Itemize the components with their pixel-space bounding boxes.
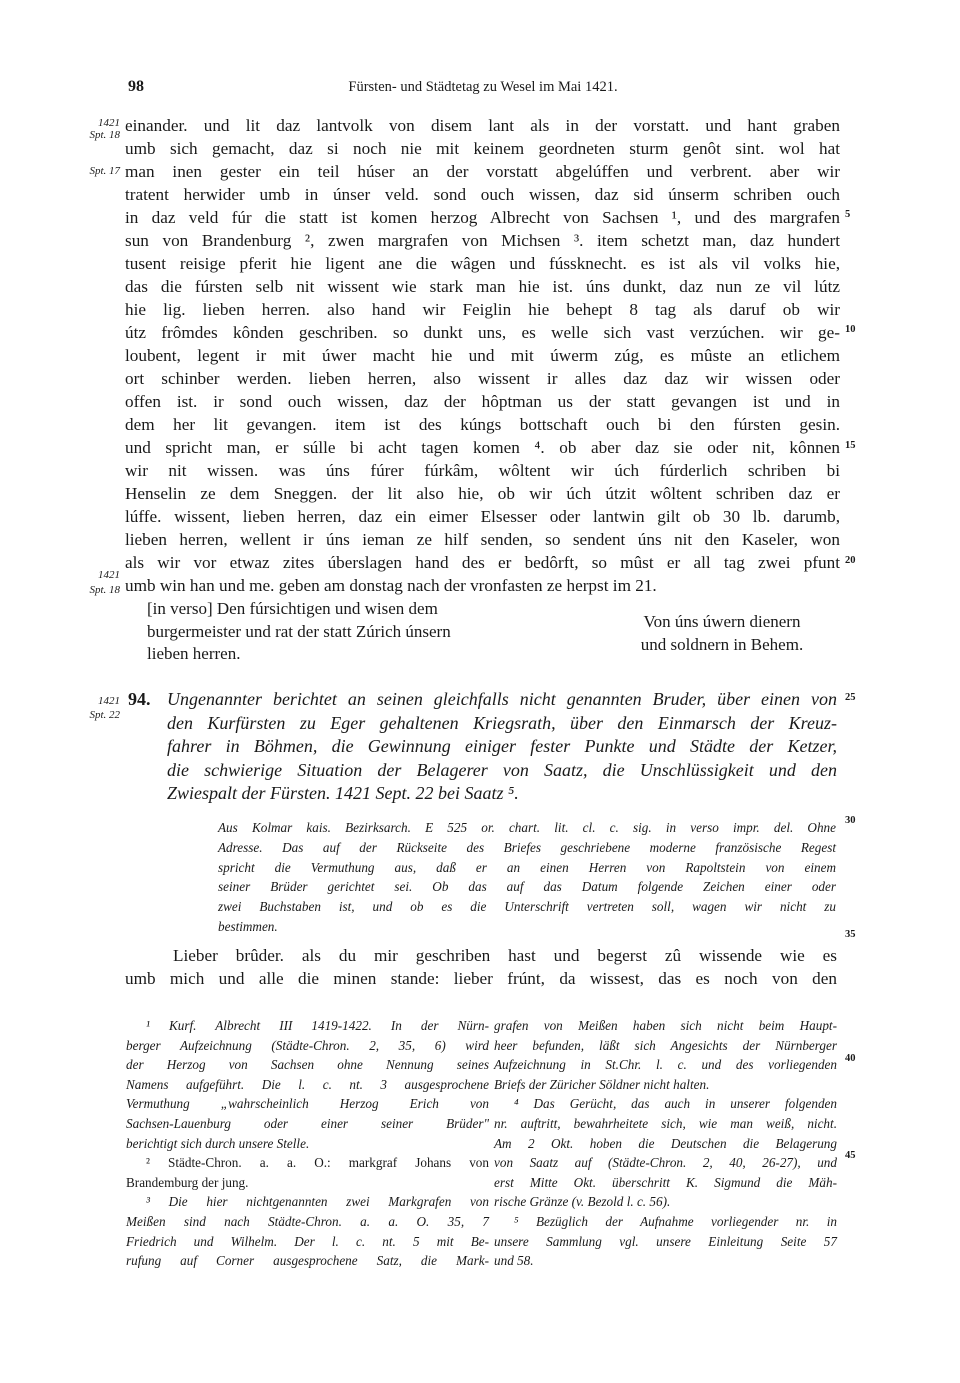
address-sender (612, 611, 832, 656)
line-number: 5 (845, 209, 851, 220)
footnote-line: Aufzeichnung in St.Chr. l. c. und des vorliegenden (494, 1057, 837, 1073)
page-number: 98 (128, 78, 144, 95)
margin-note-date: Spt. 18 (89, 129, 120, 141)
margin-note-date: Spt. 22 (89, 709, 120, 721)
line-number: 40 (845, 1053, 856, 1064)
body-line: man inen gester ein teil húser an der vorstatt abgelúffen und verbrent. aber wir (125, 162, 840, 181)
body-line: tusent reisige pferit hie ligent ane die wâgen und fússknecht. es ist als vil volks hie, (125, 254, 840, 273)
regest-line: die schwierige Situation der Belagerer von Saatz, die Unschlüssigkeit und den (167, 759, 837, 780)
margin-note-year: 1421 (98, 569, 120, 581)
line-number: 10 (845, 324, 856, 335)
source-line: zwei Buchstaben ist, und ob es die Unterschrift vertreten soll, wagen wir nicht zu (218, 899, 836, 915)
footnote-line: ¹ Kurf. Albrecht III 1419-1422. In der Nürn- (146, 1018, 489, 1033)
footnote-line: Briefs der Züricher Söldner nicht halten. (494, 1076, 710, 1092)
body-line: und spricht man, er súlle bi acht tagen komen ⁴. ob aber daz sie oder nit, kônnen (125, 438, 840, 457)
footnotes-left-column (126, 1016, 489, 1271)
page-header (128, 78, 838, 102)
margin-note-year: 1421 (98, 695, 120, 707)
running-title: Fürsten- und Städtetag zu Wesel im Mai 1421. (348, 79, 618, 95)
line-number: 35 (845, 929, 856, 940)
margin-note-date: Spt. 17 (89, 165, 120, 177)
body-line: hie lig. lieben herren. also hand wir Feiglin hie behept 8 tag als daruf ob wir (125, 300, 840, 319)
letter-opening (125, 944, 837, 990)
source-line: Adresse. Das auf der Rückseite des Briefes geschriebene moderne französische Regest (218, 839, 836, 855)
regest-line: Zwiespalt der Fürsten. 1421 Sept. 22 bei Saatz ⁵. (167, 783, 519, 803)
line-number: 15 (845, 440, 856, 451)
footnote-line: von Saatz auf (Städte-Chron. 2, 40, 26-27), und (494, 1155, 837, 1171)
letter-line: umb mich und alle die minen stande: lieber frúnt, da wissest, das es noch von den (125, 969, 837, 988)
entry-regest (167, 688, 837, 806)
footnote-line: und 58. (494, 1253, 534, 1269)
footnote-line: berger Aufzeichnung (Städte-Chron. 2, 35, 6) wird (126, 1037, 489, 1053)
address-recipient (147, 598, 527, 666)
line-number: 30 (845, 815, 856, 826)
body-line: umb sich gemacht, daz si noch nie mit keinem geordneten sturm genôt sint. wol hat (125, 139, 840, 158)
address-line: [in verso] Den fúrsichtigen und wisen dem (147, 599, 438, 618)
footnote-line: grafen von Meißen haben sich nicht beim Haupt- (494, 1018, 837, 1033)
footnote-line: rische Gränze (v. Bezold l. c. 56). (494, 1194, 671, 1210)
address-line: und soldnern in Behem. (640, 634, 804, 654)
body-line: Henselin ze dem Sneggen. der lit also hie, ob wir úch útzit wôltent schriben daz er (125, 484, 840, 503)
line-number: 45 (845, 1150, 856, 1161)
footnote-line: berichtigt sich durch unsere Stelle. (126, 1135, 310, 1151)
body-line: ort schinber werden. lieben herren, also wissent ir alles daz daz wir wissen oder (125, 369, 840, 388)
body-line: lúffe. wissent, lieben herren, daz ein eimer Elsesser oder lantwin gilt ob 30 lb. darumb, (125, 507, 840, 526)
source-line: Aus Kolmar kais. Bezirksarch. E 525 or. chart. lit. cl. c. sig. in verso impr. del. Ohne (218, 820, 836, 835)
body-line: dem her lit gevangen. item ist des kúngs bottschaft ouch bi den fúrsten gesin. (125, 415, 840, 434)
body-line: offen ist. ir sond ouch wissen, daz der hôptman us der statt gevangen ist und in (125, 392, 840, 411)
body-line: das die fúrsten selb nit wissent wie stark man hie ist. úns dunkt, daz nun ze vil lútz (125, 277, 840, 296)
regest-line: fahrer in Böhmen, die Gewinnung einiger fester Punkte und Städte der Ketzer, (167, 736, 837, 756)
letter-line: Lieber brûder. als du mir geschriben hast und begerst zû wissende wie es (173, 946, 837, 965)
footnote-line: Namens aufgeführt. Die l. c. nt. 3 ausgesprochene (126, 1076, 489, 1092)
source-line: spricht die Vermuthung aus, daß er an einen Herren von Rapoltstein von einem (218, 859, 836, 875)
footnote-line: ⁵ Bezüglich der Aufnahme vorliegender nr. in (514, 1213, 837, 1229)
footnote-line: erst Mitte Okt. überschritt K. Sigmund die Mäh- (494, 1174, 837, 1190)
source-note (218, 818, 836, 937)
line-number: 25 (845, 692, 856, 703)
regest-line: den Kurfürsten zu Eger gehaltenen Kriegsrath, über den Einmarsch der Kreuz- (167, 712, 837, 733)
margin-note-year: 1421 (98, 117, 120, 129)
body-line: einander. und lit daz lantvolk von disem lant als in der vorstatt. und hant graben (125, 116, 840, 135)
margin-note-date: Spt. 18 (89, 584, 120, 596)
footnote-line: Friedrich und Wilhelm. Der l. c. nt. 5 mit Be- (126, 1233, 489, 1249)
body-line: in daz veld fúr die statt ist komen herzog Albrecht von Sachsen ¹, und des margrafen (125, 208, 840, 227)
footnote-line: ² Städte-Chron. a. a. O.: markgraf Johans von (146, 1155, 489, 1171)
address-line: Von úns úwern dienern (643, 612, 801, 631)
source-line: bestimmen. (218, 918, 278, 934)
body-line: wir nit wissen. was úns fúrer fúrkâm, wôltent wir úch fúrderlich schriben bi (125, 461, 840, 480)
footnote-line: heer befunden, läßt sich Angesichts der Nürnberger (494, 1037, 837, 1053)
body-line: sun von Brandenburg ², zwen margrafen von Michsen ³. item schetzt man, daz hundert (125, 231, 840, 250)
footnote-line: unsere Sammlung vgl. unsere Einleitung Seite 57 (494, 1233, 837, 1249)
footnote-line: rufung auf Corner ausgesprochene Satz, die Mark- (126, 1253, 489, 1269)
footnote-line: Vermuthung „wahrscheinlich Herzog Erich von (126, 1096, 489, 1112)
body-line: loubent, legent ir mit úwer macht hie und mit úwerm zúg, es mûste an etlichem (125, 346, 840, 365)
footnote-line: Am 2 Okt. hoben die Deutschen die Belagerung (494, 1135, 837, 1151)
footnote-line: Sachsen-Lauenburg oder einer seiner Brüder" (126, 1115, 489, 1131)
body-line: umb win han und me. geben am donstag nach der vronfasten ze herpst im 21. (125, 576, 657, 595)
entry-number: 94. (128, 689, 151, 709)
footnotes-right-column (494, 1016, 837, 1271)
footnote-line: der Herzog von Sachsen ohne Nennung seines (126, 1057, 489, 1073)
address-line: burgermeister und rat der statt Zúrich únsern (147, 621, 451, 641)
source-line: seiner Brüder gerichtet sei. Ob das auf das Datum folgende Zeichen einer oder (218, 879, 836, 895)
body-line: lieben herren, wellent ir úns ieman ze hilf senden, so sendent úns nit den Kaseler, won (125, 530, 840, 549)
body-line: útz frômdes kônden geschriben. so dunkt uns, es welle sich vast verzúchen. wir ge- (125, 323, 840, 342)
line-number: 20 (845, 555, 856, 566)
address-line: lieben herren. (147, 644, 241, 663)
regest-line: Ungenannter berichtet an seinen gleichfalls nicht genannten Bruder, über einen von (167, 689, 837, 709)
footnote-line: Brandemburg der jung. (126, 1174, 249, 1190)
body-line: als wir vor etwaz zites úberslagen hand des er bedôrft, so mûst er all tag zwei pfunt (125, 553, 840, 572)
footnote-line: ³ Die hier nichtgenannten zwei Markgrafen von (146, 1194, 489, 1210)
footnote-line: nr. auftritt, bewahrheitete sich, wie man weiß, nicht. (494, 1115, 837, 1131)
body-line: tratent herwider umb in únser veld. sond ouch wissen, daz sid únserm schriben ouch (125, 185, 840, 204)
footnote-line: ⁴ Das Gerücht, das auch in unserer folgenden (514, 1096, 837, 1112)
footnote-line: Meißen sind nach Städte-Chron. a. a. O. 35, 7 (126, 1213, 489, 1229)
